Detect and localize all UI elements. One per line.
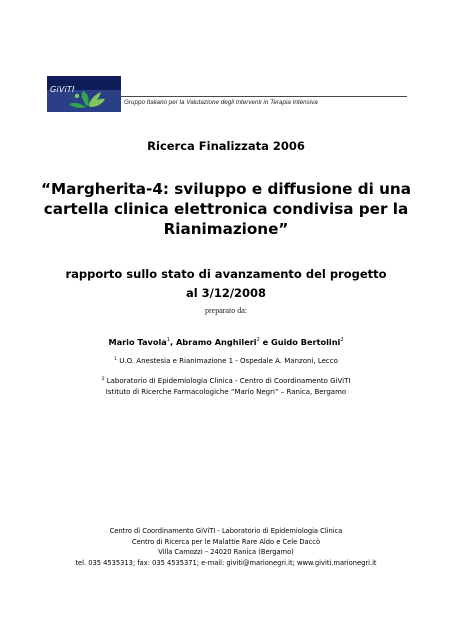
- giviti-logo: [47, 76, 121, 112]
- report-date: al 3/12/2008: [185, 286, 267, 300]
- document-title: [0, 179, 452, 239]
- footer-line: tel. 035 4535313; fax: 035 4535371; e-mail: giviti@marionegri.it; www.giviti.marionegri.it: [75, 558, 377, 567]
- footer-line: Centro di Coordinamento GiViTI - Laboratorio di Epidemiologia Clinica: [109, 527, 343, 535]
- affiliation-1: [0, 357, 452, 365]
- affiliation-text: U.O. Anestesia e Rianimazione 1 - Ospedale A. Manzoni, Lecco: [117, 357, 338, 365]
- affiliation-2: [0, 375, 452, 397]
- prepared-by-label: preparato da:: [205, 306, 247, 315]
- author-name: Abramo Anghileri: [175, 337, 257, 347]
- affiliation-text: Laboratorio di Epidemiologia Clinica - Centro di Coordinamento GiViTI: [104, 377, 351, 385]
- title-line: “Margherita-4: sviluppo e diffusione di una: [41, 180, 411, 198]
- author-affiliation-mark: 2: [340, 337, 344, 343]
- report-line: rapporto sullo stato di avanzamento del progetto: [65, 267, 387, 281]
- logo-text: GiViTI: [50, 85, 75, 94]
- author-name: Guido Bertolini: [271, 337, 341, 347]
- footer-contact: [0, 526, 452, 568]
- affiliation-mark: 1: [114, 357, 118, 362]
- footer-line: Centro di Ricerca per le Malattie Rare Aldo e Cele Daccò: [131, 537, 321, 546]
- header-subtitle: Gruppo Italiano per la Valutazione degli Interventi in Terapia Intensiva: [124, 99, 318, 106]
- authors-line: [0, 337, 452, 347]
- title-line: Rianimazione”: [163, 220, 289, 238]
- affiliation-text: Istituto di Ricerche Farmacologiche “Mario Negri” – Ranica, Bergamo: [105, 387, 347, 396]
- footer-line: Villa Camozzi – 24020 Ranica (Bergamo): [158, 548, 294, 556]
- header-divider: [121, 96, 407, 97]
- author-affiliation-mark: 2: [256, 337, 260, 343]
- title-line: cartella clinica elettronica condivisa per la: [43, 200, 409, 218]
- author-affiliation-mark: 1: [166, 337, 170, 343]
- report-subtitle: [0, 265, 452, 303]
- author-name: Mario Tavola: [108, 337, 167, 347]
- program-name: Ricerca Finalizzata 2006: [147, 139, 305, 153]
- author-separator: e: [259, 337, 272, 347]
- affiliation-mark: 2: [101, 377, 105, 382]
- author-separator: ,: [169, 337, 176, 347]
